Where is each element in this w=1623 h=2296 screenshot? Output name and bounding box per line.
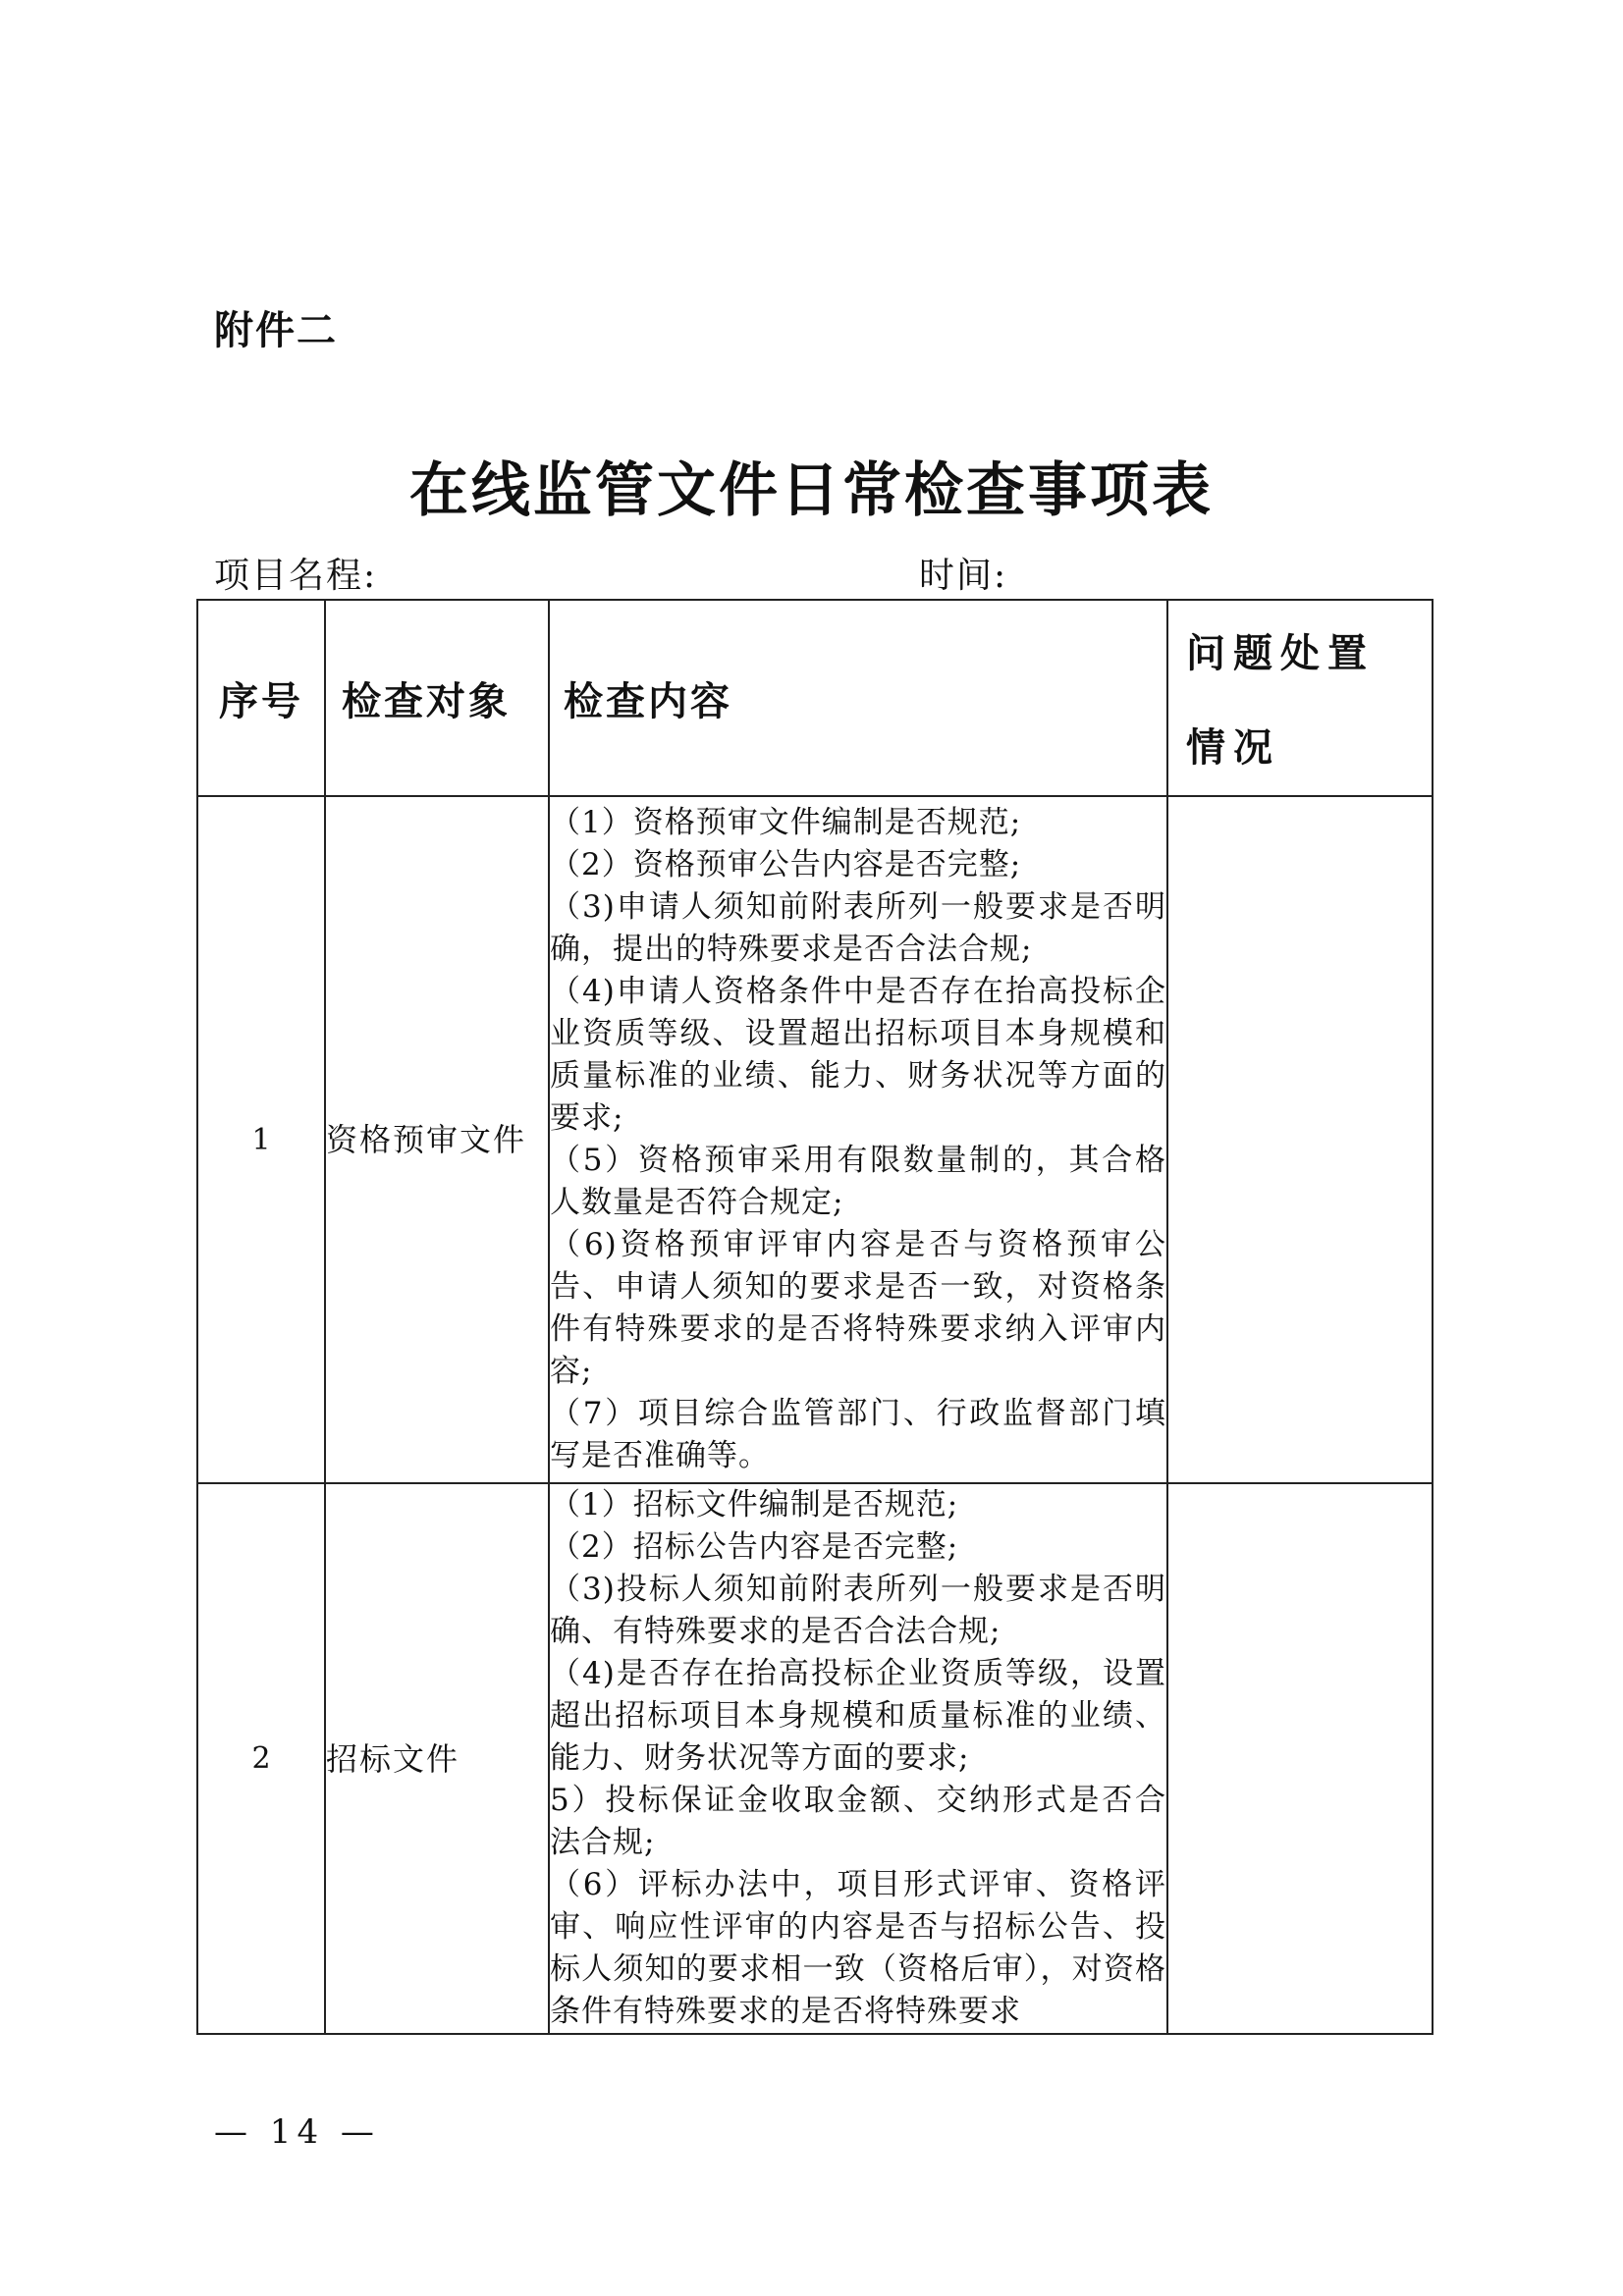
row-object: 资格预审文件 — [325, 796, 549, 1483]
content-item: （3)投标人须知前附表所列一般要求是否明确、有特殊要求的是否合法合规; — [550, 1572, 1166, 1649]
content-item: （1）资格预审文件编制是否规范; — [550, 805, 1022, 840]
row-status — [1167, 796, 1433, 1483]
content-item: （2）资格预审公告内容是否完整; — [550, 847, 1022, 882]
header-object: 检查对象 — [325, 600, 549, 796]
header-content: 检查内容 — [549, 600, 1167, 796]
content-item: （1）招标文件编制是否规范; — [550, 1487, 959, 1522]
content-item: （6)资格预审评审内容是否与资格预审公告、申请人须知的要求是否一致，对资格条件有特殊要求的是否将特殊要求纳入评审内容; — [550, 1227, 1166, 1389]
table-row — [197, 796, 1433, 1483]
content-item: （4)申请人资格条件中是否存在抬高投标企业资质等级、设置超出招标项目本身规模和质量标准的业绩、能力、财务状况等方面的要求; — [550, 974, 1166, 1136]
header-status: 问题处置情况 — [1167, 600, 1433, 796]
attachment-label: 附件二 — [214, 308, 338, 353]
content-item: 5）投标保证金收取金额、交纳形式是否合法合规; — [550, 1783, 1166, 1860]
table-row — [197, 1483, 1433, 2034]
row-object: 招标文件 — [325, 1483, 549, 2034]
content-item: （7）项目综合监管部门、行政监督部门填写是否准确等。 — [550, 1396, 1166, 1473]
row-status — [1167, 1483, 1433, 2034]
content-item: （3)申请人须知前附表所列一般要求是否明确，提出的特殊要求是否合法合规; — [550, 889, 1166, 967]
time-label: 时间: — [919, 556, 1008, 596]
row-seq: 1 — [197, 796, 325, 1483]
header-seq: 序号 — [197, 600, 325, 796]
inspection-table — [196, 599, 1434, 2035]
content-item: （2）招标公告内容是否完整; — [550, 1529, 959, 1565]
row-seq: 2 — [197, 1483, 325, 2034]
table-header-row — [197, 600, 1433, 796]
project-name-label: 项目名程: — [214, 556, 378, 596]
row-content — [549, 1483, 1167, 2034]
row-content — [549, 796, 1167, 1483]
page-number: — 14 — — [214, 2112, 380, 2152]
content-item: （6）评标办法中，项目形式评审、资格评审、响应性评审的内容是否与招标公告、投标人须知的要求相一致（资格后审），对资格条件有特殊要求的是否将特殊要求 — [550, 1867, 1166, 2029]
page-title: 在线监管文件日常检查事项表 — [409, 456, 1214, 525]
content-item: （5）资格预审采用有限数量制的，其合格人数量是否符合规定; — [550, 1143, 1166, 1220]
content-item: （4)是否存在抬高投标企业资质等级，设置超出招标项目本身规模和质量标准的业绩、能力、财务状况等方面的要求; — [550, 1656, 1166, 1776]
